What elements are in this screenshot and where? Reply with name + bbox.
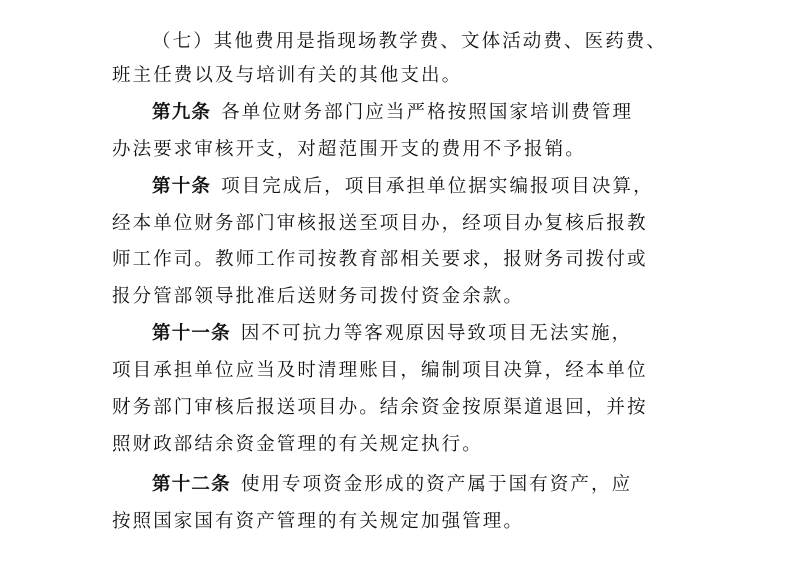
article-10-line — [112, 212, 648, 236]
clause-text: 班主任费以及与培训有关的其他支出。 — [112, 65, 463, 86]
article-11-line — [112, 359, 648, 383]
article-11-line — [152, 322, 632, 346]
article-text: 办法要求审核开支，对超范围开支的费用不予报销。 — [112, 139, 586, 160]
article-heading: 第十条 — [152, 176, 212, 197]
article-11-line — [112, 396, 648, 420]
clause-text: （七）其他费用是指现场教学费、文体活动费、医药费、 — [152, 31, 668, 52]
article-9-line — [152, 101, 633, 125]
article-text: 因不可抗力等客观原因导致项目无法实施， — [240, 323, 633, 344]
article-9-line — [112, 138, 586, 162]
article-text: 各单位财务部门应当严格按照国家培训费管理 — [221, 102, 634, 123]
article-text: 项目完成后，项目承担单位据实编报项目决算， — [221, 176, 654, 197]
article-heading: 第十二条 — [152, 474, 231, 495]
article-text: 按照国家国有资产管理的有关规定加强管理。 — [112, 511, 525, 532]
clause-line — [112, 64, 462, 88]
article-text: 照财政部结余资金管理的有关规定执行。 — [112, 434, 483, 455]
article-text: 使用专项资金形成的资产属于国有资产，应 — [240, 474, 633, 495]
article-text: 项目承担单位应当及时清理账目，编制项目决算，经本单位 — [112, 360, 648, 381]
article-heading: 第九条 — [152, 102, 212, 123]
article-12-line — [112, 510, 524, 534]
article-10-line — [112, 248, 648, 272]
article-text: 师工作司。教师工作司按教育部相关要求，报财务司拨付或 — [112, 249, 648, 270]
article-text: 经本单位财务部门审核报送至项目办，经项目办复核后报教 — [112, 213, 648, 234]
article-10-line — [112, 285, 524, 309]
clause-line — [152, 30, 667, 54]
article-11-line — [112, 433, 483, 457]
article-text: 财务部门审核后报送项目办。结余资金按原渠道退回，并按 — [112, 397, 648, 418]
article-10-line — [152, 175, 654, 199]
article-12-line — [152, 473, 632, 497]
article-text: 报分管部领导批准后送财务司拨付资金余款。 — [112, 286, 525, 307]
article-heading: 第十一条 — [152, 323, 231, 344]
